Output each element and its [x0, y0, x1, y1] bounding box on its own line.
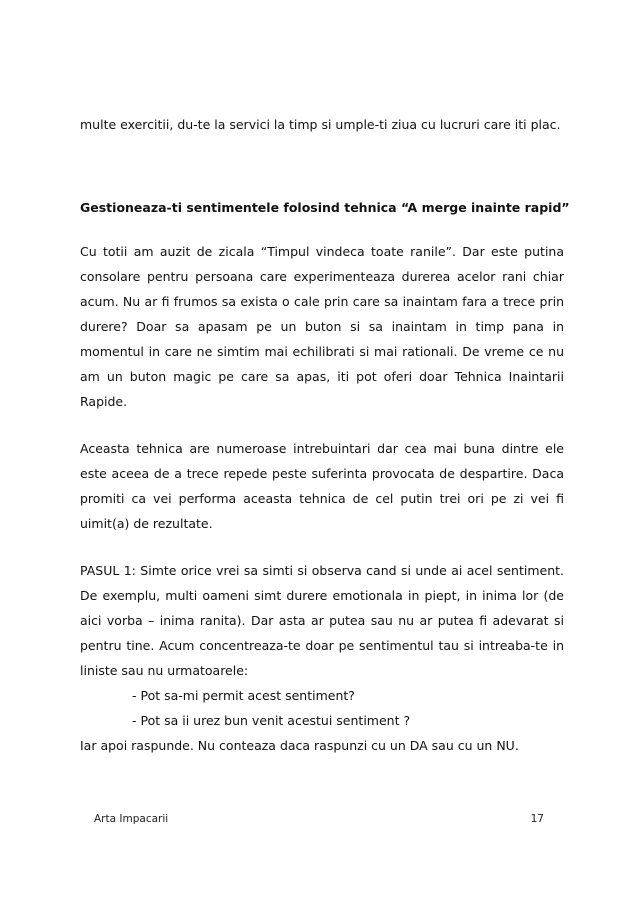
- spacer: [80, 414, 564, 436]
- question-1: - Pot sa-mi permit acest sentiment?: [132, 688, 355, 703]
- paragraph-intro: multe exercitii, du-te la servici la timp si umple-ti ziua cu lucruri care iti plac.: [80, 117, 561, 132]
- paragraph-2: Aceasta tehnica are numeroase intrebuintari dar cea mai buna dintre ele este aceea de a trece repede peste suferinta provocata de despartire. Daca promiti ca vei performa aceasta tehnica de cel putin trei ori pe zi vei fi uimit(a) de rezultate.: [80, 441, 564, 531]
- section-heading: Gestioneaza-ti sentimentele folosind tehnica “A merge inainte rapid”: [80, 200, 570, 215]
- footer-page-number: 17: [530, 813, 544, 825]
- spacer: [80, 536, 564, 558]
- spacer: [80, 220, 564, 239]
- spacer: [80, 137, 564, 195]
- footer-book-title: Arta Impacarii: [94, 813, 169, 825]
- question-2: - Pot sa ii urez bun venit acestui sentiment ?: [132, 713, 411, 728]
- paragraph-3: PASUL 1: Simte orice vrei sa simti si observa cand si unde ai acel sentiment. De exemplu, multi oameni simt durere emotionala in piept, in inima lor (de aici vorba – inima ranita). Dar asta ar putea sau nu ar putea fi adevarat si pentru tine. Acum concentreaza-te doar pe sentimentul tau si intreaba-te in liniste sau nu urmatoarele:: [80, 563, 564, 678]
- page-content: [80, 112, 570, 758]
- paragraph-4: Iar apoi raspunde. Nu conteaza daca raspunzi cu un DA sau cu un NU.: [80, 738, 519, 753]
- paragraph-1: Cu totii am auzit de zicala “Timpul vindeca toate ranile”. Dar este putina consolare pentru persoana care experimenteaza durerea acelor rani chiar acum. Nu ar fi frumos sa exista o cale prin care sa inaintam fara a trece prin durere? Doar sa apasam pe un buton si sa inaintam in timp pana in momentul in care ne simtim mai echilibrati si mai rationali. De vreme ce nu am un buton magic pe care sa apas, iti pot oferi doar Tehnica Inaintarii Rapide.: [80, 244, 564, 409]
